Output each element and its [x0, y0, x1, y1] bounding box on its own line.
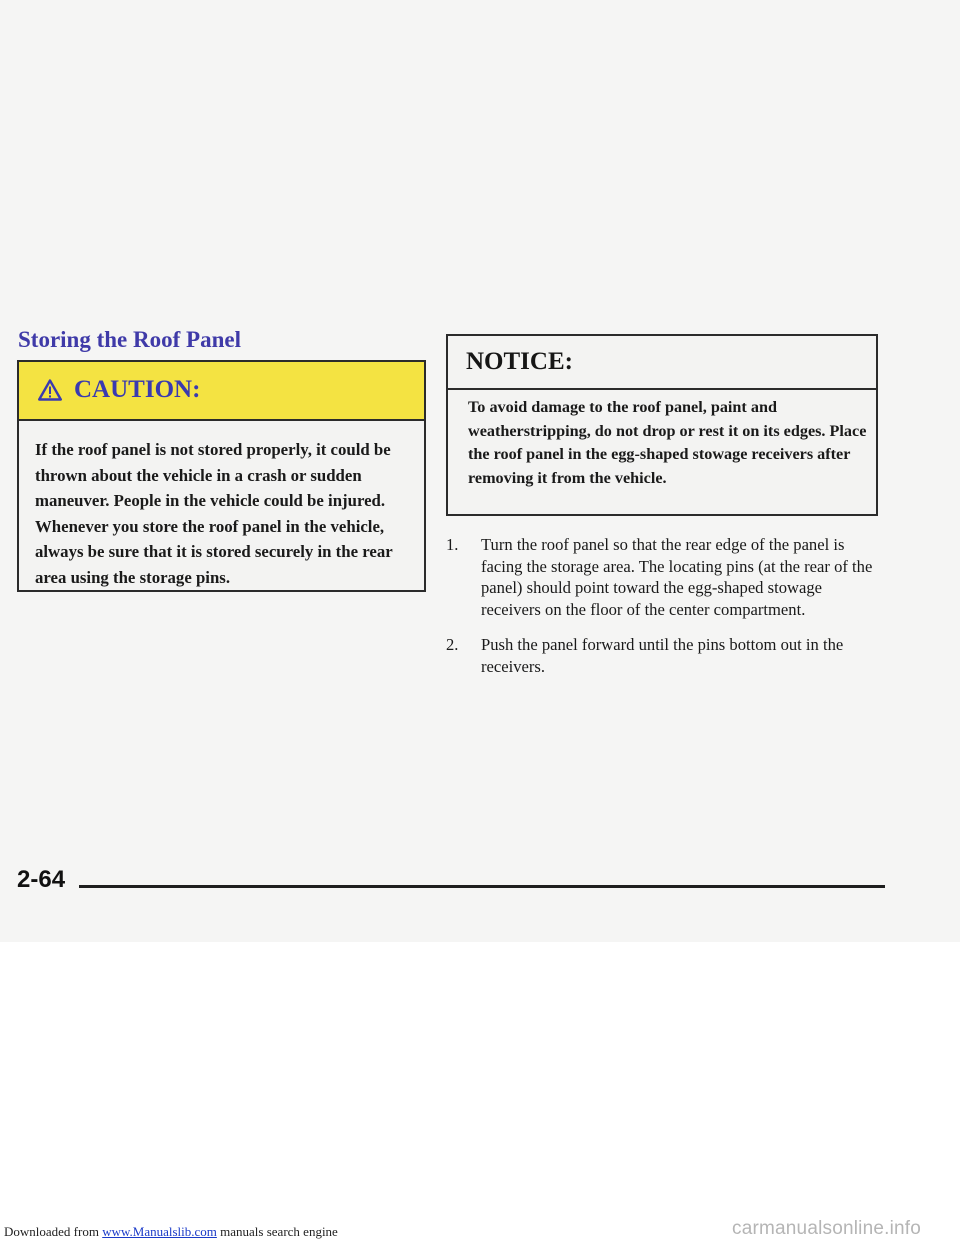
notice-box: [446, 334, 878, 516]
steps-list: [446, 534, 886, 691]
footer-rule: [79, 885, 885, 888]
download-prefix: Downloaded from: [4, 1224, 103, 1239]
section-title: Storing the Roof Panel: [18, 327, 241, 352]
manualslib-link[interactable]: www.Manualslib.com: [102, 1224, 217, 1239]
page-number: 2-64: [17, 866, 66, 893]
notice-header: [448, 336, 876, 390]
list-item: [446, 534, 886, 620]
step-text: Push the panel forward until the pins bottom out in the receivers.: [481, 635, 844, 676]
step-number: 2.: [446, 635, 459, 654]
caution-title: CAUTION:: [74, 376, 201, 403]
step-text: Turn the roof panel so that the rear edge of the panel is facing the storage area. The locating pins (at the rear of the panel) should point toward the egg-shaped stowage receivers on the floor of the center compartment.: [481, 535, 873, 619]
notice-title: NOTICE:: [466, 348, 573, 375]
download-banner: [4, 1224, 338, 1240]
step-number: 1.: [446, 535, 459, 554]
watermark: carmanualsonline.info: [732, 1218, 922, 1239]
page-footer: [17, 866, 885, 900]
warning-triangle-icon: [38, 379, 62, 401]
download-suffix: manuals search engine: [216, 1224, 338, 1239]
caution-box: [17, 360, 426, 592]
caution-header: [19, 362, 424, 421]
notice-text: To avoid damage to the roof panel, paint and weatherstripping, do not drop or rest it on its edges. Place the roof panel in the egg-shaped stowage receivers after removing it from the vehicle.: [468, 398, 867, 487]
list-item: [446, 634, 886, 677]
caution-text: If the roof panel is not stored properly, it could be thrown about the vehicle in a crash or sudden maneuver. People in the vehicle could be injured. Whenever you store the roof panel in the vehicle, always be sure that it is stored securely in the rear area using the storage pins.: [35, 440, 393, 587]
caution-title-row: [38, 376, 200, 404]
